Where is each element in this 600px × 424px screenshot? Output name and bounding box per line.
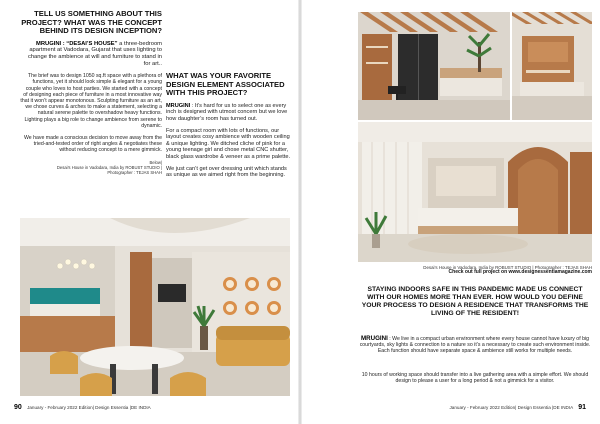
q2-heading: WHAT WAS YOUR FAVORITE DESIGN ELEMENT ASSOCIATED WITH THIS PROJECT? [166, 71, 285, 98]
credit-label: Below| [149, 159, 162, 165]
master-bedroom-photo [358, 122, 592, 262]
credit-line-2: Photographer : TEJAS SHAH [107, 169, 162, 175]
spine-gutter [298, 0, 302, 424]
master-bedroom-illustration [358, 122, 592, 262]
living-dining-photo [20, 218, 290, 396]
column-q2 [166, 72, 294, 179]
q3-heading: STAYING INDOORS SAFE IN THIS PANDEMIC MADE US CONNECT WITH OUR HOMES MORE THAN EVER. HOW WOULD YOU DEFINE YOUR PROCESS TO DESIGN A RESIDENCE THAT TRANSFORMS THE LIVING OF THE RESIDENT! [361, 286, 589, 317]
q2-lead-text: : It’s hard for us to select one as every inch is designed with utmost concern but we love how daughter’s room has turned out. [166, 102, 288, 122]
right-page [300, 0, 600, 424]
dressing-unit-illustration [512, 12, 592, 120]
dressing-unit-photo [512, 12, 592, 120]
footer-right-text: January - February 2022 Edition| Design Essentia |DE INDIA [449, 405, 573, 410]
q3-paragraph-2: 10 hours of working space should transfer into a live gathering area with a simple effort. We should design to please a user for a long period & not a gimmick for a visitor. [361, 372, 589, 385]
page-number-left: 90 [14, 404, 22, 411]
column-q1 [20, 10, 162, 175]
credit-line-1: Desai’s House in Vadodara, India by ROBUST STUDIO | [56, 164, 162, 170]
q1-lead-text: a three-bedroom apartment at Vadodara, Gujarat that uses lighting to change the ambience at will and furniture to stand in for art.. [27, 40, 162, 67]
daughters-room-photo [358, 12, 510, 120]
q1-lead-title: : “DESAI’S HOUSE” [62, 40, 118, 47]
q1-heading: TELL US SOMETHING ABOUT THIS PROJECT? WHAT WAS THE CONCEPT BEHIND ITS DESIGN INCEPTION? [21, 9, 162, 36]
living-dining-illustration [20, 218, 290, 396]
q2-paragraph-2: For a compact room with lots of functions, our layout creates cosy ambience with wooden ceiling & unique lighting. We ditched cliche of pink for a young teenage girl and chose metal CNC shutter, black glass wardrobe & veneer as a prime palette. [166, 128, 291, 160]
q3-answer [358, 336, 592, 355]
q1-paragraph-2: The brief was to design 1050 sq.ft space with a plethora of functions, yet it should look simple & elegant for a young couple who loves to host parties. We started with a concept of designing each piece of furniture in a most innovative way that it won’t appear monotonous. Sculpting furniture as an art, we chose curves & arches to make a statement, selecting a natural serene palette to overshadow heavy functions. Lighting plays a big role to change ambience from serene to dynamic. [20, 73, 162, 129]
daughters-room-illustration [358, 12, 510, 120]
footer-left [14, 404, 151, 411]
caption-text: Desai’s House in Vadodara, India by ROBUST STUDIO | Photographer : TEJAS SHAH [423, 265, 592, 270]
q2-lead-name: MRUGINI [166, 102, 191, 109]
footer-right [450, 404, 587, 411]
q2-paragraph-3: We just can’t get over dressing unit which stands as unique as we aimed right from the beginning. [166, 166, 287, 179]
q3-lead-name: MRUGINI [361, 335, 388, 342]
photo-caption [358, 265, 592, 276]
caption-link[interactable]: Check out full project on www.designessentiamagazine.com [448, 269, 592, 276]
page-number-right: 91 [578, 404, 586, 411]
q1-lead [20, 41, 162, 67]
footer-left-text: January - February 2022 Edition| Design Essentia |DE INDIA [27, 405, 151, 410]
q2-lead [166, 103, 294, 122]
q1-paragraph-3: We have made a conscious decision to move away from the tried-and-tested order of right angles & negotiates these without reducing concept to a mere gimmick. [23, 134, 162, 154]
q3-lead-text: : We live in a compact urban environment where every house cannot have luxury of big courtyards, sky lights & connection to a nature so it’s a necessary to create such environment inside. Each function should have separate space & ambience still works for multiple needs. [359, 336, 591, 355]
photo-credit [20, 160, 162, 175]
q1-lead-name: MRUGINI [36, 40, 62, 47]
